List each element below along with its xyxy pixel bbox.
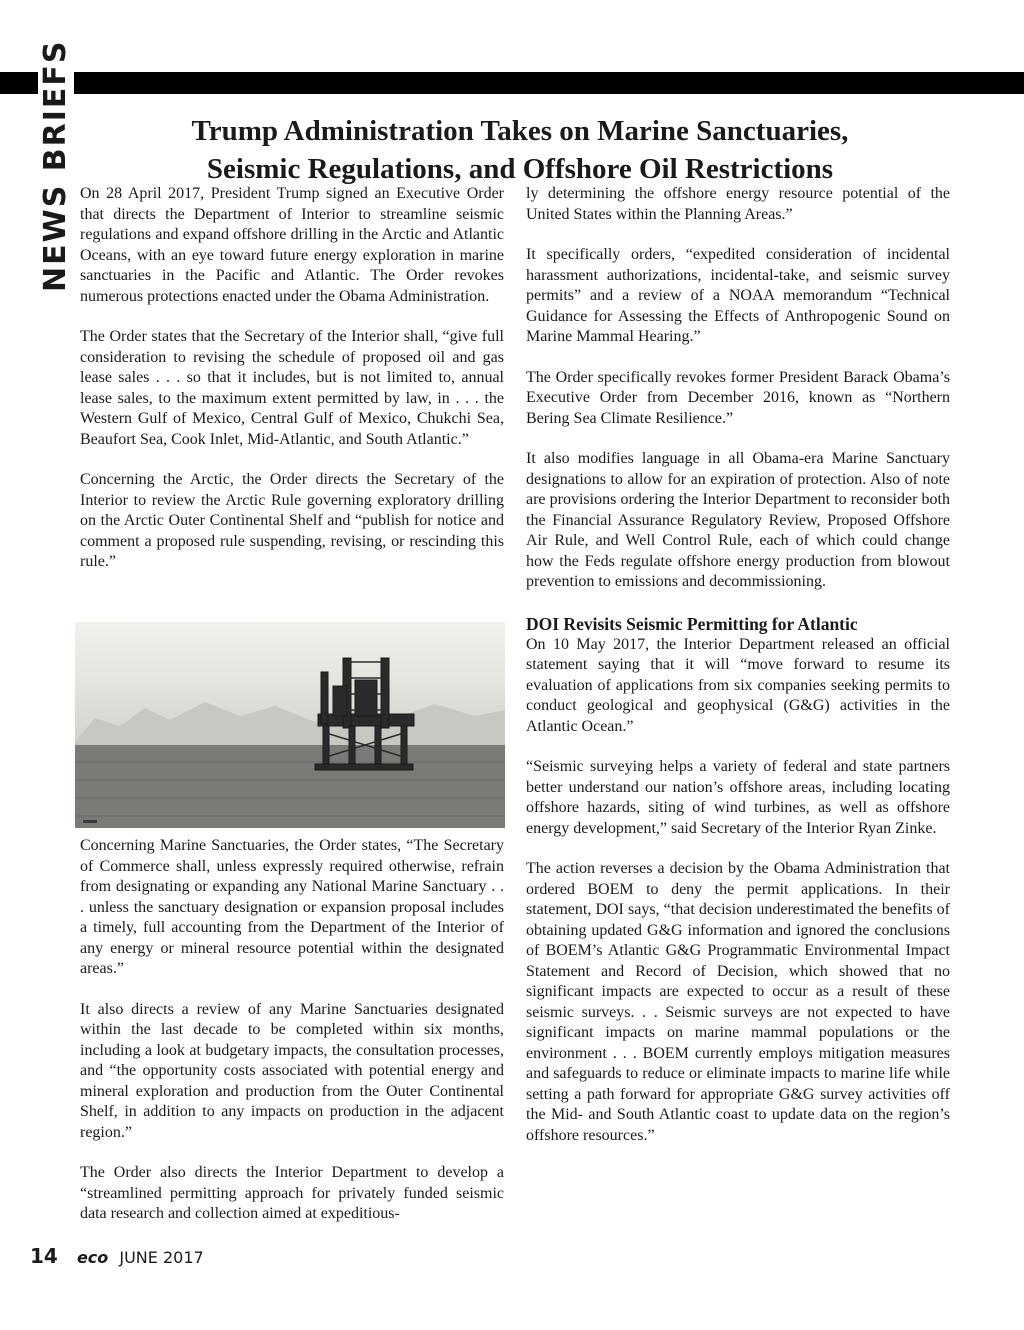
paragraph: ly determining the offshore energy resource potential of the United States within the Planning Areas.”	[526, 185, 950, 223]
paragraph: “Seismic surveying helps a variety of federal and state partners better understand our nation’s offshore areas, including locating offshore hazards, siting of wind turbines, as well as offshore energy development,” said Secretary of the Interior Ryan Zinke.	[526, 758, 950, 837]
issue-date: JUNE 2017	[119, 1248, 204, 1267]
paragraph: It specifically orders, “expedited consideration of incidental harassment authorizations, incidental-take, and seismic survey permits” and a review of a NOAA memorandum “Technical Guidance for Assessing the Effects of Anthropogenic Sound on Marine Mammal Hearing.”	[526, 246, 950, 345]
paragraph: The Order specifically revokes former President Barack Obama’s Executive Order from December 2016, known as “Northern Bering Sea Climate Resilience.”	[526, 368, 950, 427]
paragraph: Concerning Marine Sanctuaries, the Order states, “The Secretary of Commerce shall, unless expressly required otherwise, refrain from designating or expanding any National Marine Sanctuary . . . unless the sanctuary designation or expansion proposal includes a timely, full accounting from the Department of the Interior of any energy or mineral resource potential within the designated areas.”	[80, 837, 504, 977]
oil-rig-illustration	[75, 622, 505, 828]
paragraph: On 10 May 2017, the Interior Department released an official statement saying that it will “move forward to resume its evaluation of applications from six companies seeking permits to conduct geological and geophysical (G&G) activities in the Atlantic Ocean.”	[526, 635, 950, 735]
paragraph: It also directs a review of any Marine Sanctuaries designated within the last decade to be completed within six months, including a look at budgetary impacts, the consultation processes, and “the opportunity costs associated with potential energy and mineral exploration and production from the Outer Continental Shelf, in addition to any impacts on production in the adjacent region.”	[80, 1000, 504, 1141]
header-rule	[0, 72, 1024, 94]
paragraph: On 28 April 2017, President Trump signed an Executive Order that directs the Department of Interior to streamline seismic regulations and expand offshore drilling in the Arctic and Atlantic Oceans, with an eye toward future energy exploration in marine sanctuaries in the Pacific and Atlantic. The Order revokes numerous protections enacted under the Obama Administration.	[80, 185, 504, 305]
page-number: 14	[30, 1244, 58, 1268]
title-line-2: Seismic Regulations, and Offshore Oil Restrictions	[206, 153, 834, 185]
paragraph: The Order states that the Secretary of the Interior shall, “give full consideration to revising the schedule of proposed oil and gas lease sales . . . so that it includes, but is not limited to, annual lease sales, to the maximum extent permitted by law, in . . . the Western Gulf of Mexico, Central Gulf of Mexico, Chukchi Sea, Beaufort Sea, Cook Inlet, Mid-Atlantic, and South Atlantic.”	[80, 328, 504, 448]
left-column-lower	[80, 836, 504, 1245]
section-subheading: DOI Revisits Seismic Permitting for Atlantic	[526, 613, 858, 634]
title-line-1: Trump Administration Takes on Marine Sanctuaries,	[191, 115, 849, 147]
paragraph: The Order also directs the Interior Department to develop a “streamlined permitting approach for privately funded seismic data research and collection aimed at expeditious-	[80, 1164, 504, 1222]
section-tab: NEWS BRIEFS	[38, 40, 74, 345]
offshore-oil-rig-photo	[75, 622, 505, 828]
article-title	[90, 112, 950, 188]
paragraph: It also modifies language in all Obama-era Marine Sanctuary designations to allow for an expiration of protection. Also of note are provisions ordering the Interior Department to reconsider both the Financial Assurance Regulatory Review, Proposed Offshore Air Rule, and Well Control Rule, each of which could change how the Feds regulate offshore energy production from blowout prevention to emissions and decommissioning.	[526, 450, 950, 590]
right-column	[526, 184, 950, 1166]
paragraph: Concerning the Arctic, the Order directs the Secretary of the Interior to review the Arctic Rule governing exploratory drilling on the Arctic Outer Continental Shelf and “publish for notice and comment a proposed rule suspending, revising, or rescinding this rule.”	[80, 471, 504, 570]
magazine-name: eco	[76, 1248, 109, 1267]
left-column	[80, 184, 504, 593]
paragraph: The action reverses a decision by the Obama Administration that ordered BOEM to deny the permit applications. In their statement, DOI says, “that decision underestimated the benefits of obtaining updated G&G information and ignored the conclusions of BOEM’s Atlantic G&G Programmatic Environmental Impact Statement and Record of Decision, which showed that no significant impacts are expected to occur as a result of these seismic surveys. . . Seismic surveys are not expected to have significant impacts on marine mammal populations or the environment . . . BOEM currently employs mitigation measures and safeguards to reduce or eliminate impacts to marine life while setting a path forward for appropriate G&G survey activities off the Mid- and South Atlantic coast to update data on the region’s offshore resources.”	[526, 860, 950, 1144]
page-footer	[30, 1246, 204, 1268]
